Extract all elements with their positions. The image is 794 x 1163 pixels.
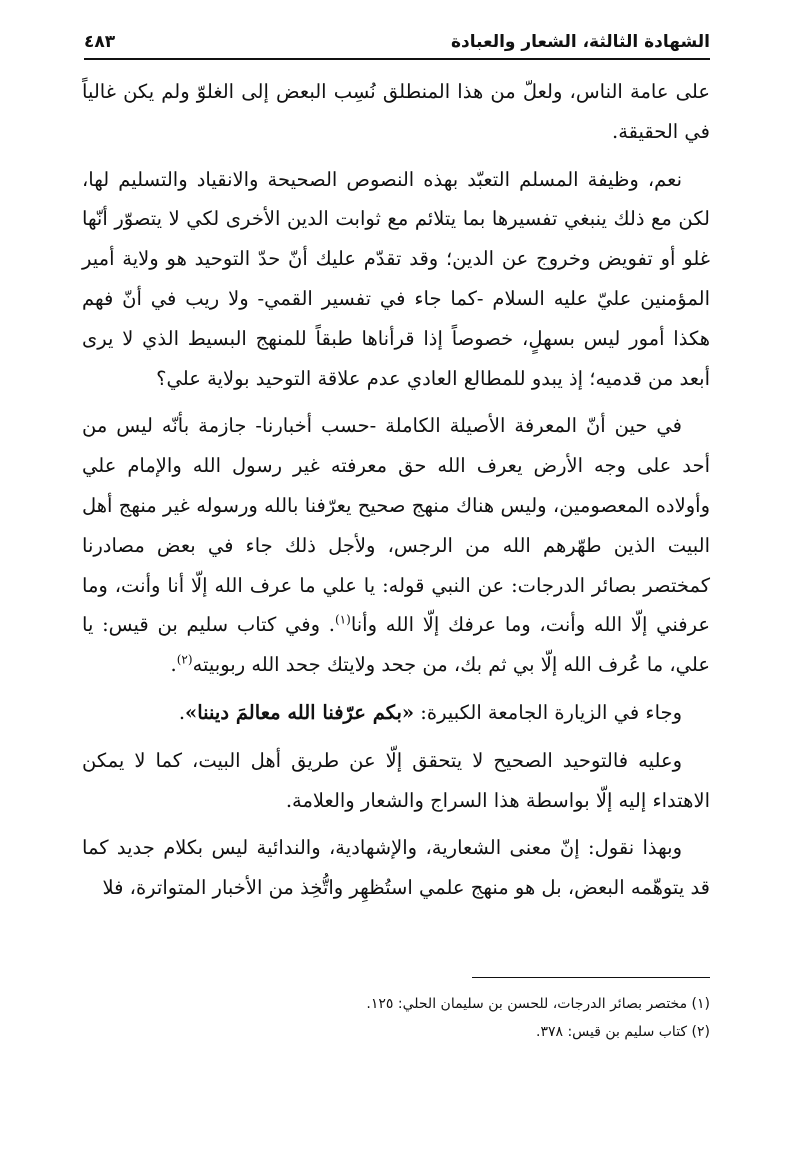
paragraph-3-text-b: . وفي كتاب سليم بن قيس: يا علي، ما عُرف الله إلّا بي ثم بك، من جحد ولايتك جحد الله ربوبيته <box>82 613 710 677</box>
footnote-1: (١) مختصر بصائر الدرجات، للحسن بن سليمان الحلي: ١٢٥. <box>366 996 710 1012</box>
paragraph-2: نعم، وظيفة المسلم التعبّد بهذه النصوص الصحيحة والانقياد والتسليم لها، لكن مع ذلك ينبغي تفسيرها بما يتلائم مع ثوابت الدين الأخرى لكي لا يتصوّر أنّها غلو أو تفويض وخروج عن الدين؛ وقد تقدّم عليك أنّ حدّ التوحيد هو ولاية أمير المؤمنين عليّ عليه السلام -كما جاء في تفسير القمي- ولا ريب في أنّ فهم هكذا أمور ليس بسهلٍ، خصوصاً إذا قرأناها طبقاً للمنهج البسيط الذي لا يرى أبعد من قدميه؛ إذ يبدو للمطالع العادي عدم علاقة التوحيد بولاية علي؟ <box>82 167 710 390</box>
running-header <box>84 22 710 60</box>
ziyara-quote: «بكم عرّفنا الله معالمَ ديننا» <box>185 700 415 724</box>
page-number: ٤٨٣ <box>84 32 116 52</box>
paragraph-4-text-a: وجاء في الزيارة الجامعة الكبيرة: <box>414 700 682 724</box>
paragraph-4 <box>82 693 710 733</box>
footnote-2: (٢) كتاب سليم بن قيس: ٣٧٨. <box>535 1024 710 1040</box>
footnote-ref-1[interactable]: (١) <box>334 612 351 627</box>
footnotes <box>82 990 710 1046</box>
paragraph-4-text-b: . <box>178 700 186 724</box>
paragraph-5: وعليه فالتوحيد الصحيح لا يتحقق إلّا عن طريق أهل البيت، كما لا يمكن الاهتداء إليه إلّا بواسطة هذا السراج والشعار والعلامة. <box>82 748 710 812</box>
paragraph-3 <box>82 406 710 685</box>
paragraph-3-text-c: . <box>170 653 177 677</box>
paragraph-1: على عامة الناس، ولعلّ من هذا المنطلق نُسِب البعض إلى الغلوّ ولم يكن غالياً في الحقيقة. <box>82 80 710 143</box>
header-title: الشهادة الثالثة، الشعار والعبادة <box>451 32 710 52</box>
footnote-divider <box>472 977 710 978</box>
footnote-ref-2[interactable]: (٢) <box>176 652 193 667</box>
paragraph-6: وبهذا نقول: إنّ معنى الشعارية، والإشهادية، والندائية ليس بكلام جديد كما قد يتوهّمه البعض، بل هو منهج علمي استُظهِر واتُّخِذ من الأخبار المتواترة، فلا <box>82 836 710 900</box>
paragraph-3-text-a: في حين أنّ المعرفة الأصيلة الكاملة -حسب أخبارنا- جازمة بأنّه ليس من أحد على وجه الأرض يعرف الله حق معرفته غير رسول الله والإمام علي وأولاده المعصومين، وليس هناك منهج صحيح يعرّفنا بالله ورسوله غير منهج أهل البيت الذين طهّرهم الله من الرجس، ولأجل ذلك جاء في بعض مصادرنا كمختصر بصائر الدرجات: عن النبي قوله: يا علي ما عرف الله إلّا أنا وأنت، وما عرفني إلّا الله وأنت، وما عرفك إلّا الله وأنا <box>82 414 710 637</box>
main-text <box>82 72 710 908</box>
